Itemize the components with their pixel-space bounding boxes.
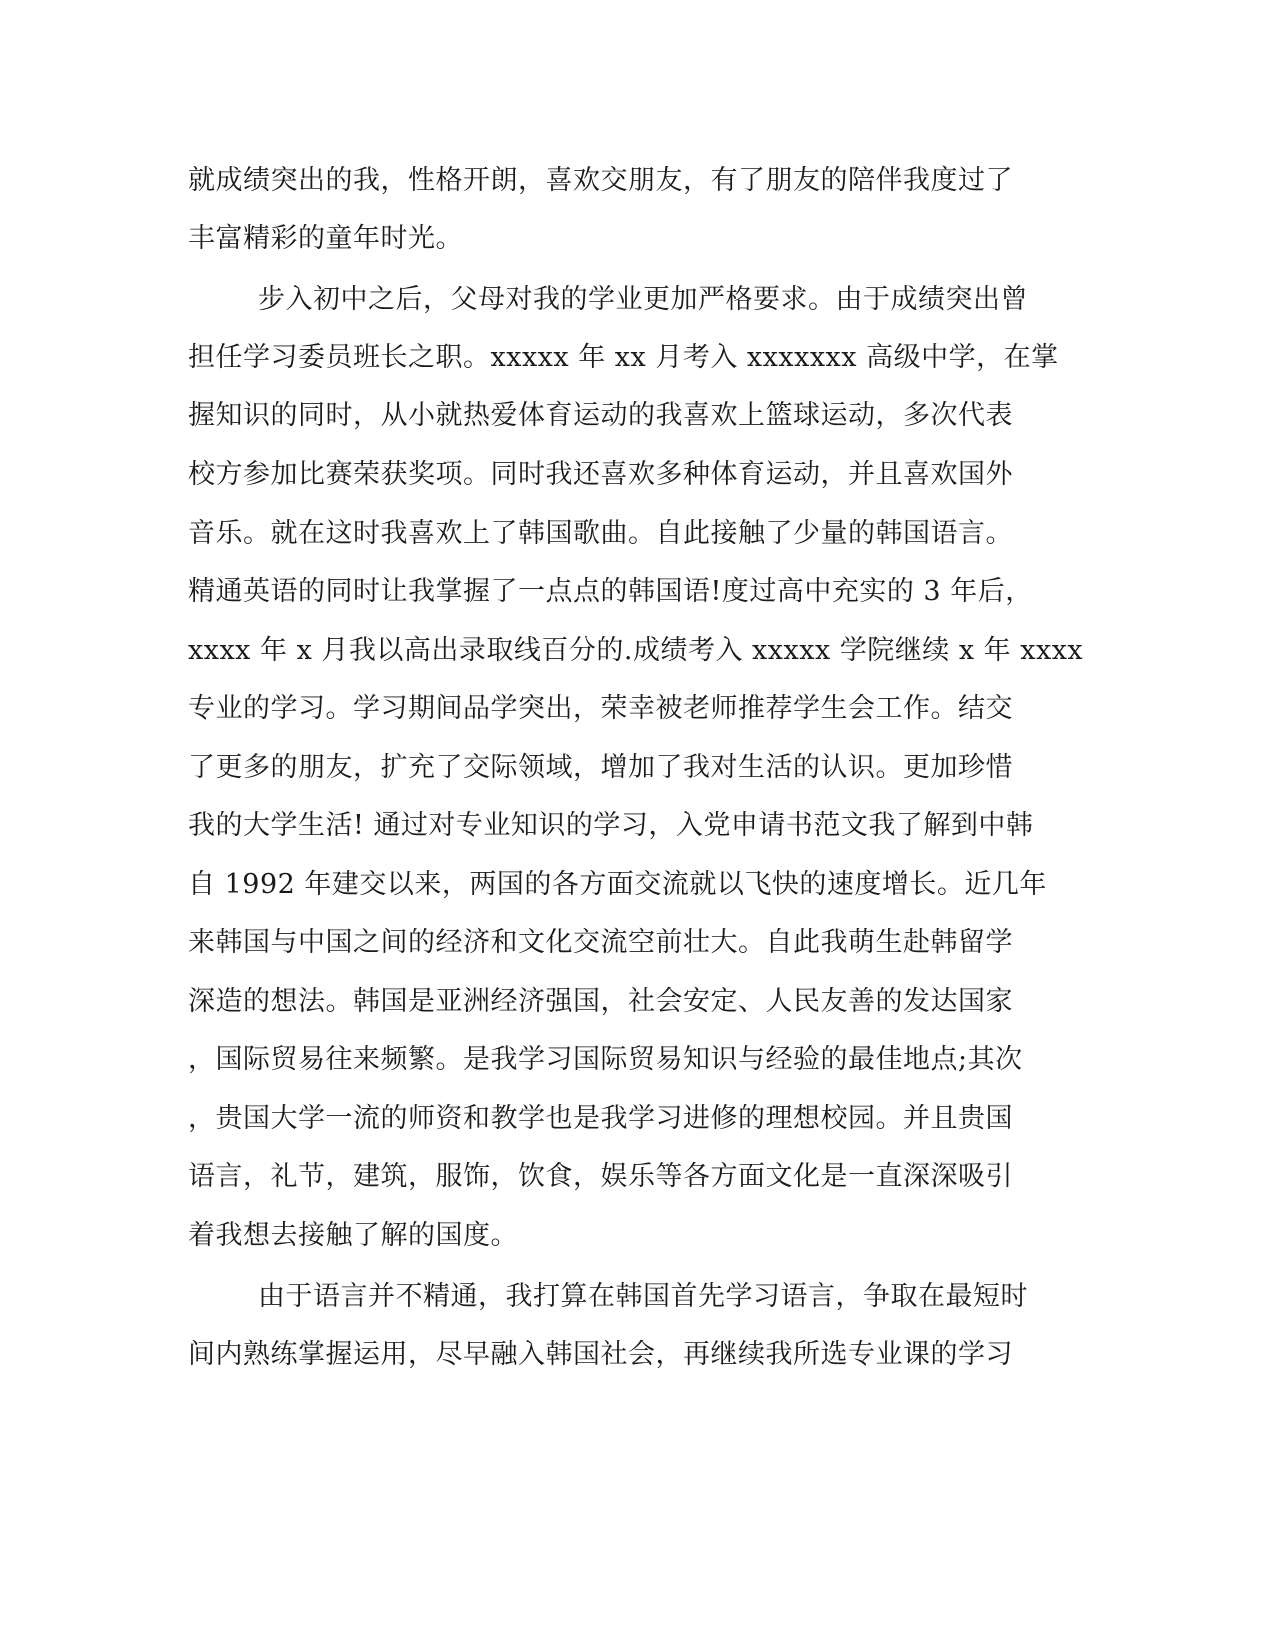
text-line: 我的大学生活! 通过对专业知识的学习，入党申请书范文我了解到中韩 [188,810,1034,841]
text-line: ，国际贸易往来频繁。是我学习国际贸易知识与经验的最佳地点;其次 [188,1044,1023,1075]
text-line: 校方参加比赛荣获奖项。同时我还喜欢多种体育运动，并且喜欢国外 [188,459,1013,490]
text-line: 深造的想法。韩国是亚洲经济强国，社会安定、人民友善的发达国家 [188,986,1013,1017]
text-line: xxxx 年 x 月我以高出录取线百分的.成绩考入 xxxxx 学院继续 x 年 xxxx [188,635,1084,666]
text-line: 专业的学习。学习期间品学突出，荣幸被老师推荐学生会工作。结交 [188,693,1013,724]
text-line: 了更多的朋友，扩充了交际领域，增加了我对生活的认识。更加珍惜 [188,752,1013,783]
paragraph-start-line: 由于语言并不精通，我打算在韩国首先学习语言，争取在最短时 [258,1281,1028,1312]
text-line: 就成绩突出的我，性格开朗，喜欢交朋友，有了朋友的陪伴我度过了 [188,165,1013,196]
text-line: 精通英语的同时让我掌握了一点点的韩国语!度过高中充实的 3 年后， [188,576,1033,607]
text-line: 自 1992 年建交以来，两国的各方面交流就以飞快的速度增长。近几年 [188,869,1047,900]
text-line: 语言，礼节，建筑，服饰，饮食，娱乐等各方面文化是一直深深吸引 [188,1161,1013,1192]
text-line: 着我想去接触了解的国度。 [188,1220,518,1251]
paragraph-start-line: 步入初中之后，父母对我的学业更加严格要求。由于成绩突出曾 [258,284,1028,315]
text-line: 担任学习委员班长之职。xxxxx 年 xx 月考入 xxxxxxx 高级中学，在掌 [188,342,1059,373]
text-line: 握知识的同时，从小就热爱体育运动的我喜欢上篮球运动，多次代表 [188,400,1013,431]
text-line: ，贵国大学一流的师资和教学也是我学习进修的理想校园。并且贵国 [188,1103,1013,1134]
text-line: 来韩国与中国之间的经济和文化交流空前壮大。自此我萌生赴韩留学 [188,927,1013,958]
text-line: 音乐。就在这时我喜欢上了韩国歌曲。自此接触了少量的韩国语言。 [188,518,1013,549]
text-line: 丰富精彩的童年时光。 [188,223,463,254]
text-line: 间内熟练掌握运用，尽早融入韩国社会，再继续我所选专业课的学习 [188,1339,1013,1370]
